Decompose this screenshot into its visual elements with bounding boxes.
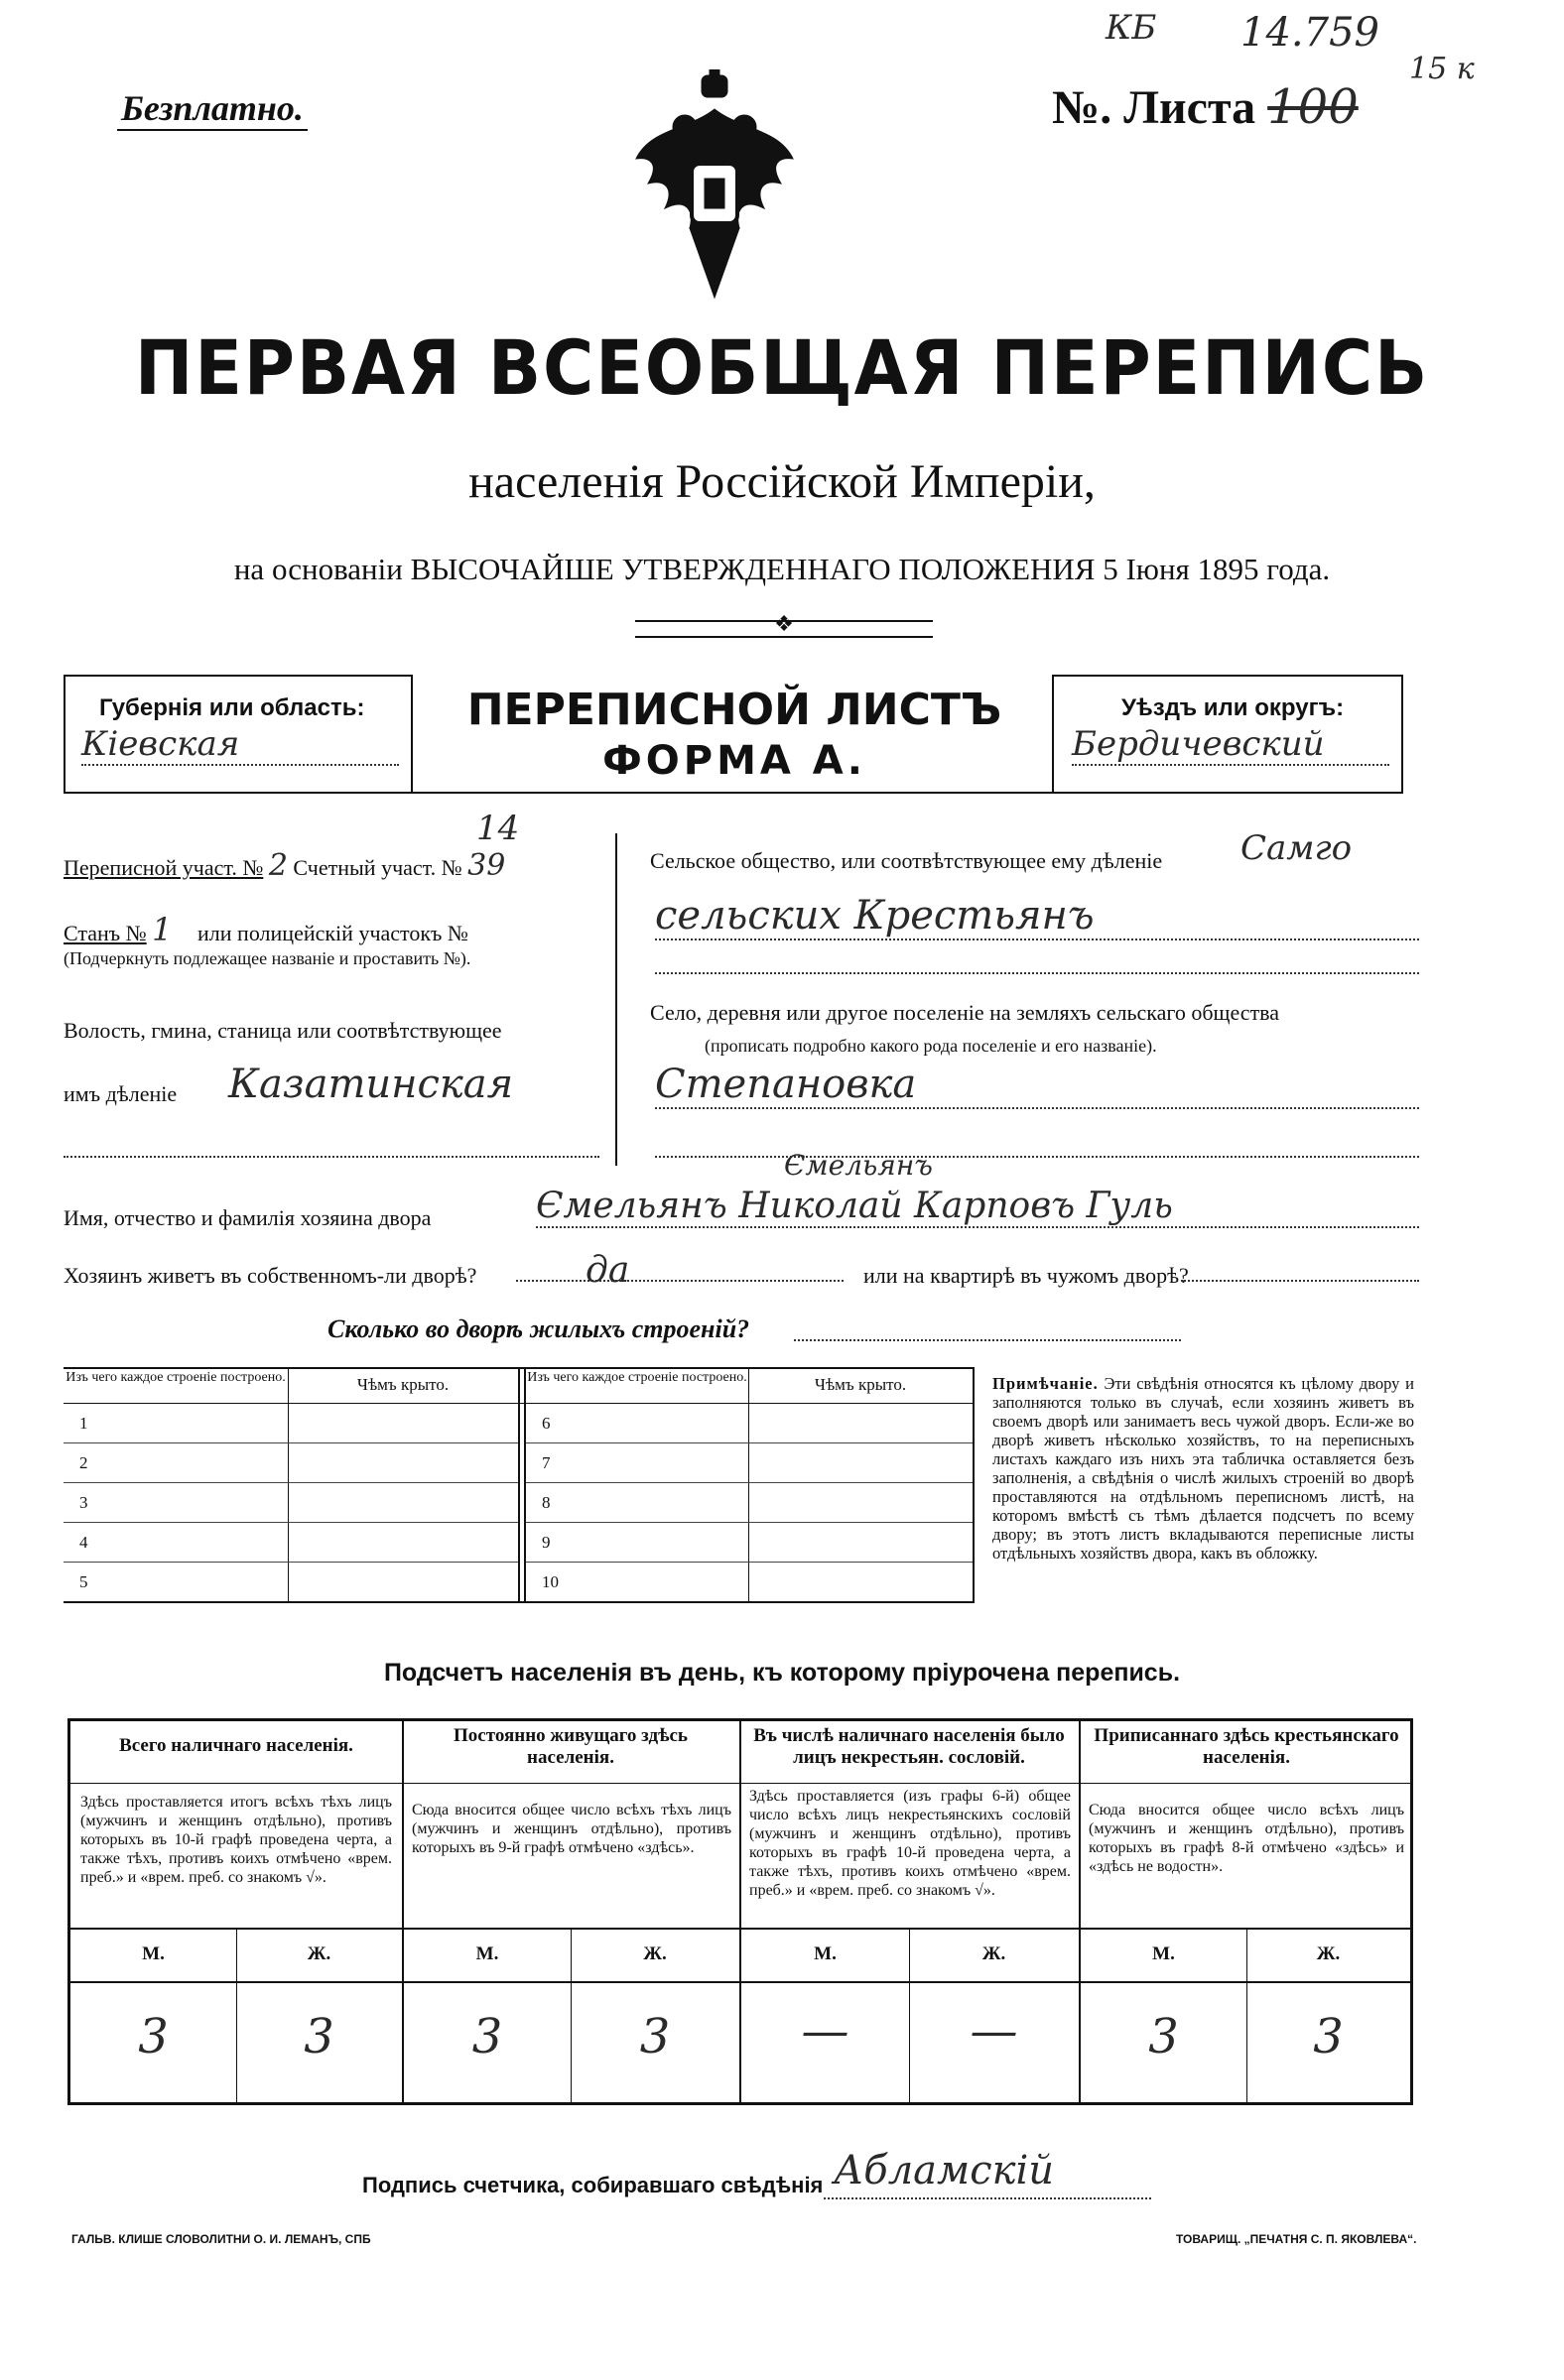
pop-col-2-head: Постоянно живущаго здѣсь населенія.	[454, 1725, 688, 1768]
archive-marks	[1092, 0, 1548, 86]
pop-col-3-desc: Здѣсь проставляется (изъ графы 6-й) общее число всѣхъ лицъ некрестьянскихъ сословій (мужчинъ и женщинъ отдѣльно), противъ которыхъ въ графѣ 10-й проведена черта, а также тѣхъ, противъ коихъ отмѣчено «врем. преб.» и «врем. преб. со знакомъ √».	[749, 1788, 1071, 1899]
population-title: Подсчетъ населенія въ день, къ которому пріурочена перепись.	[383, 1659, 1181, 1687]
note-block	[992, 1374, 1414, 1563]
pop-col-4-head: Приписаннаго здѣсь крестьянскаго населенія.	[1094, 1725, 1399, 1768]
pop-col-2-desc: Сюда вносится общее число всѣхъ тѣхъ лицъ (мужчинъ и женщинъ отдѣльно), противъ которыхъ въ 9-й графѣ отмѣчено «здѣсь».	[412, 1802, 731, 1856]
gubernia-label: Губернія или область:	[99, 694, 365, 721]
population-table-rule	[70, 1981, 1410, 1983]
pop-m-label: М.	[475, 1943, 499, 1964]
signature-dots	[824, 2197, 1151, 2199]
ornament-glyph: ❖	[774, 611, 794, 636]
owner-name-value: Ємельянъ Николай Карповъ Гуль	[536, 1186, 1419, 1228]
pop-col-4-m: 3	[1148, 2009, 1179, 2065]
community-value-2: сельских Крестьянъ	[655, 893, 1419, 940]
table-row: 4	[64, 1523, 518, 1563]
pop-col-3-head: Въ числѣ наличнаго населенія было лицъ некрестьян. сословій.	[753, 1725, 1065, 1768]
buildings-dots	[794, 1339, 1181, 1341]
col-roof-right: Чѣмъ крыто.	[814, 1375, 907, 1394]
volost-value: Казатинская	[228, 1062, 514, 1107]
pop-m-label: М.	[814, 1943, 837, 1964]
uezd-label: Уѣздъ или округъ:	[1121, 694, 1345, 721]
pop-m-label: М.	[142, 1943, 165, 1964]
double-headed-eagle-emblem	[630, 69, 799, 308]
table-row: 10	[542, 1572, 559, 1591]
population-table-rule	[70, 1928, 1410, 1930]
counting-district-label: Счетный участ. №	[293, 855, 462, 880]
police-label: или полицейскій участокъ №	[197, 921, 468, 945]
population-table-rule	[70, 1783, 1410, 1784]
village-label: Село, деревня или другое поселеніе на земляхъ сельскаго общества	[650, 1000, 1280, 1025]
pop-col-1-head: Всего наличнаго населенія.	[119, 1735, 353, 1756]
form-header-rule	[64, 675, 411, 677]
subtitle: населенія Россійской Имперіи,	[468, 455, 1096, 508]
archive-mark-3: 15 к	[1409, 52, 1475, 86]
col-material-left: Изъ чего каждое строеніе построено.	[65, 1370, 286, 1385]
basis-line: на основаніи ВЫСОЧАЙШЕ УТВЕРЖДЕННАГО ПОЛОЖЕНИЯ 5 Іюня 1895 года.	[233, 552, 1331, 586]
note-lead: Примѣчаніе.	[992, 1374, 1099, 1393]
own-yard-value: да	[586, 1250, 630, 1291]
volost-label-2: имъ дѣленіе	[64, 1081, 178, 1106]
table-row: 1	[64, 1404, 518, 1443]
footer-left: ГАЛЬВ. КЛИШЕ СЛОВОЛИТНИ О. И. ЛЕМАНЪ, СПБ	[71, 2232, 371, 2246]
gubernia-value: Кіевская	[81, 724, 399, 766]
footer-right: ТОВАРИЩ. „ПЕЧАТНЯ С. П. ЯКОВЛЕВА“.	[1176, 2232, 1417, 2246]
signature-label: Подпись счетчика, собиравшаго свѣдѣнія	[362, 2173, 824, 2197]
form-header-rule	[411, 675, 413, 794]
pop-m-label: М.	[1152, 1943, 1175, 1964]
form-name: ФОРМА А.	[602, 738, 866, 784]
stan-row	[64, 911, 468, 948]
community-label: Сельское общество, или соотвѣтствующее ему дѣленіе	[650, 848, 1163, 873]
underline-note: (Подчеркнуть подлежащее названіе и проставить №).	[64, 948, 471, 968]
pop-col-1-desc: Здѣсь проставляется итогъ всѣхъ тѣхъ лицъ (мужчинъ и женщинъ отдѣльно), противъ которыхъ въ 10-й графѣ проведена черта, а также тѣхъ, противъ коихъ отмѣчено «врем. преб.» и «врем. преб. со знакомъ √».	[80, 1794, 392, 1886]
pop-f-label: Ж.	[1316, 1943, 1341, 1964]
pop-f-label: Ж.	[981, 1943, 1006, 1964]
form-header-rule	[1052, 675, 1403, 677]
census-district-value: 2	[268, 848, 288, 883]
pop-f-label: Ж.	[307, 1943, 331, 1964]
uezd-value: Бердичевский	[1072, 724, 1389, 766]
form-header-rule	[1052, 675, 1054, 794]
table-row: 3	[64, 1483, 518, 1523]
table-row: 5	[79, 1572, 88, 1591]
pop-col-4-desc: Сюда вносится общее число всѣхъ лицъ (мужчинъ и женщинъ отдѣльно), противъ которыхъ въ графѣ 8-й отмѣчено «здѣсь» и «здѣсь не водостн».	[1089, 1802, 1404, 1875]
sheet-number-value: 100	[1267, 79, 1359, 135]
own-yard-dots	[516, 1280, 844, 1282]
district-row	[64, 848, 609, 883]
pop-col-3-f: —	[970, 2003, 1018, 2059]
pop-col-2-f: 3	[639, 2009, 671, 2065]
rent-label: или на квартирѣ въ чужомъ дворѣ?	[863, 1263, 1189, 1288]
village-value: Степановка	[655, 1062, 1419, 1109]
owner-name-above: Ємельянъ	[784, 1149, 933, 1182]
table-row: 8	[526, 1483, 973, 1523]
pop-col-1-m: 3	[138, 2009, 169, 2065]
buildings-table	[64, 1367, 975, 1603]
village-dots	[655, 1156, 1419, 1158]
volost-label: Волость, гмина, станица или соотвѣтствующее	[64, 1018, 502, 1043]
table-row: 6	[526, 1404, 973, 1443]
archive-mark-2: 14.759	[1240, 10, 1379, 56]
form-header-rule	[64, 675, 65, 794]
table-row: 9	[526, 1523, 973, 1563]
buildings-label: Сколько во дворѣ жилыхъ строеній?	[327, 1315, 750, 1343]
col-roof-left: Чѣмъ крыто.	[356, 1375, 450, 1394]
buildings-rows-left	[64, 1404, 518, 1602]
form-header-rule	[1401, 675, 1403, 794]
main-title: ПЕРВАЯ ВСЕОБЩАЯ ПЕРЕПИСЬ	[134, 323, 1430, 412]
table-row: 2	[64, 1443, 518, 1483]
note-text: Эти свѣдѣнія относятся къ цѣлому двору и заполняются только въ случаѣ, если хозяинъ живетъ въ своемъ дворѣ или занимаетъ весь чужой дворъ. Если-же во дворѣ живетъ нѣсколько хозяйствъ, то на переписныхъ листахъ каждаго изъ нихъ эта табличка оставляется безъ заполненія, а свѣдѣнія о числѣ жилыхъ строеній во дворѣ проставляются на отдѣльномъ переписномъ листѣ, на которомъ вмѣстѣ съ тѣмъ дѣлается подсчетъ по всему двору; въ этотъ листъ вкладываются переписные листы отдѣльныхъ хозяйствъ двора, какъ въ обложку.	[992, 1374, 1414, 1563]
buildings-table-rule	[973, 1367, 975, 1603]
stan-label: Станъ №	[64, 921, 147, 945]
volost-dots	[64, 1156, 599, 1158]
signature-value: Абламскій	[834, 2148, 1055, 2193]
census-district-label: Переписной участ. №	[64, 855, 264, 880]
pop-col-4-f: 3	[1313, 2009, 1344, 2065]
col-material-right: Изъ чего каждое строеніе построено.	[527, 1370, 747, 1385]
sheet-number	[1052, 79, 1359, 135]
table-row: 7	[526, 1443, 973, 1483]
own-yard-label: Хозяинъ живетъ въ собственномъ-ли дворѣ?	[64, 1263, 477, 1288]
pop-col-3-m: —	[801, 2003, 849, 2059]
pop-col-2-m: 3	[471, 2009, 503, 2065]
free-label: Безплатно.	[117, 87, 308, 131]
sheet-title: ПЕРЕПИСНОЙ ЛИСТЪ	[466, 685, 1002, 735]
buildings-table-rule	[518, 1367, 520, 1603]
pop-col-1-f: 3	[304, 2009, 334, 2065]
form-header-rule	[64, 792, 1403, 794]
population-table	[67, 1718, 1413, 2105]
stan-value: 1	[152, 911, 173, 948]
sheet-number-label: №. Листа	[1052, 81, 1256, 134]
village-note: (прописать подробно какого рода поселеніе и его названіе).	[705, 1036, 1157, 1056]
buildings-rows-right	[526, 1404, 973, 1602]
counting-district-value: 39	[467, 848, 506, 883]
counting-district-above: 14	[476, 809, 520, 848]
rent-dots	[1181, 1280, 1419, 1282]
owner-name-label: Имя, отчество и фамилія хозяина двора	[64, 1205, 432, 1230]
fields-divider	[615, 833, 617, 1166]
archive-mark-1: КБ	[1106, 8, 1157, 48]
community-dots	[655, 972, 1419, 974]
community-value-1: Самго	[1240, 828, 1353, 868]
pop-f-label: Ж.	[643, 1943, 667, 1964]
